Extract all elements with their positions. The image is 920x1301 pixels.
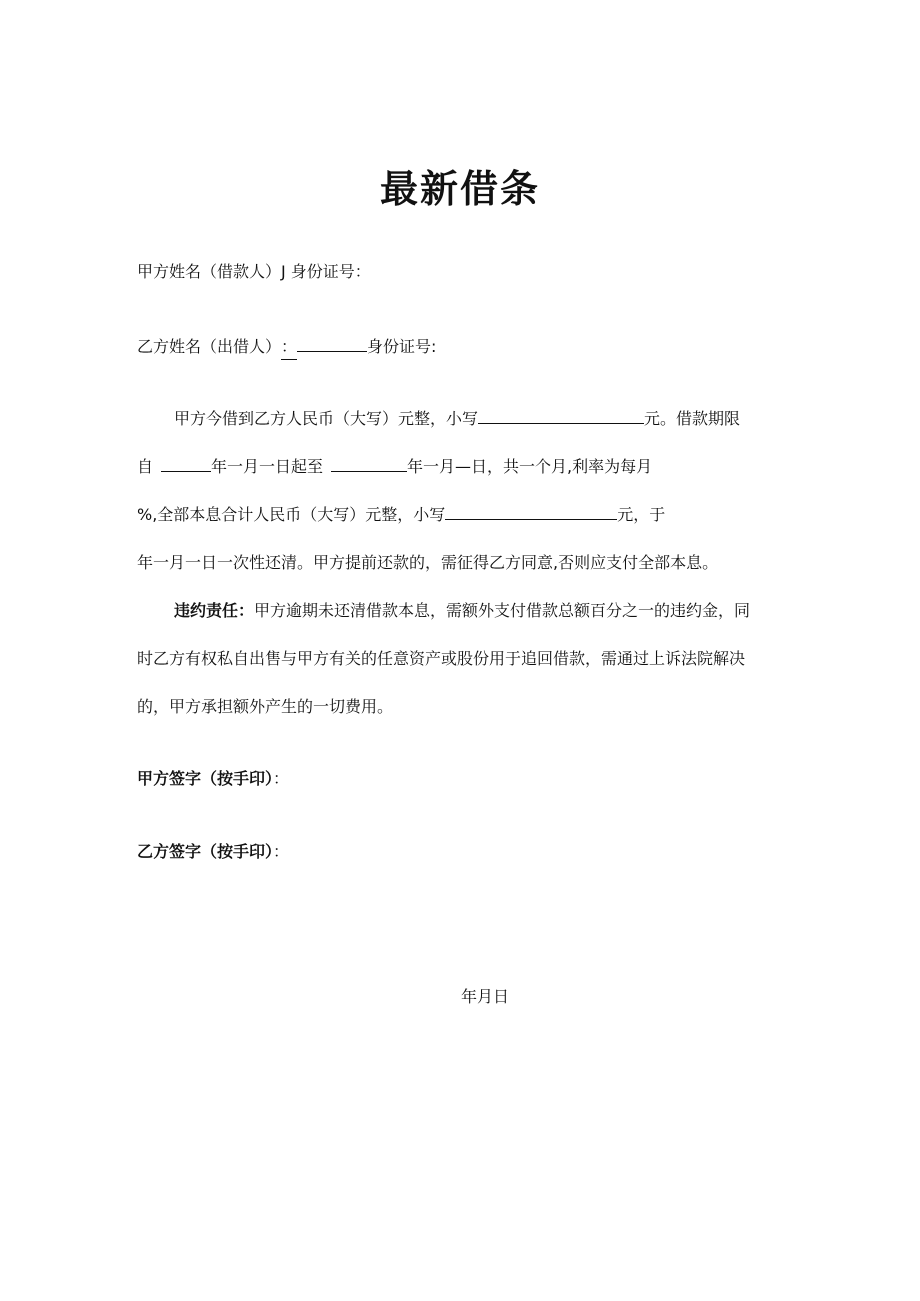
body-line-1-a: 甲方今借到乙方人民币（大写）元整，小写 <box>174 409 479 428</box>
body-line-3-a: %,全部本息合计人民币（大写）元整，小写 <box>137 505 446 524</box>
party-b-signature <box>137 840 289 864</box>
amount-lowercase-blank <box>478 408 644 424</box>
body-line-1 <box>174 407 740 431</box>
body-line-2 <box>137 455 652 479</box>
body-line-2-c: 年一月—日，共一个月,利率为每月 <box>407 457 653 476</box>
document-title: 最新借条 <box>379 167 540 211</box>
party-b-colon: ： <box>281 335 297 360</box>
party-a-line: 甲方姓名（借款人）J 身份证号： <box>137 262 371 281</box>
body-line-3 <box>137 503 665 527</box>
body-line-4: 年一月一日一次性还清。甲方提前还款的，需征得乙方同意,否则应支付全部本息。 <box>137 553 719 572</box>
body-line-3-b: 元，于 <box>617 505 666 524</box>
party-a-signature <box>137 767 289 791</box>
liability-label: 违约责任： <box>174 601 255 620</box>
party-a-signature-label: 甲方签字（按手印） <box>137 769 274 788</box>
body-line-1-b: 元。借款期限 <box>644 409 741 428</box>
liability-line-3: 的，甲方承担额外产生的一切费用。 <box>137 697 394 716</box>
liability-text-1: 甲方逾期未还清借款本息，需额外支付借款总额百分之一的违约金，同 <box>254 601 751 620</box>
party-b-name-blank <box>297 336 367 352</box>
end-year-blank <box>331 456 407 472</box>
start-year-blank <box>161 456 211 472</box>
party-a-signature-colon: ： <box>273 769 290 788</box>
party-b-signature-colon: ： <box>273 842 290 861</box>
date-line: 年月日 <box>461 987 510 1006</box>
party-b-line <box>137 335 436 360</box>
party-b-signature-label: 乙方签字（按手印） <box>137 842 274 861</box>
liability-line-2: 时乙方有权私自出售与甲方有关的任意资产或股份用于追回借款，需通过上诉法院解决 <box>137 649 746 668</box>
total-lowercase-blank <box>445 504 617 520</box>
liability-line-1 <box>174 599 750 623</box>
body-line-2-b: 年一月一日起至 <box>211 457 324 476</box>
party-b-label: 乙方姓名（出借人） <box>137 337 282 356</box>
party-b-id-label: 身份证号: <box>367 337 437 356</box>
body-line-2-a: 自 <box>137 457 154 476</box>
